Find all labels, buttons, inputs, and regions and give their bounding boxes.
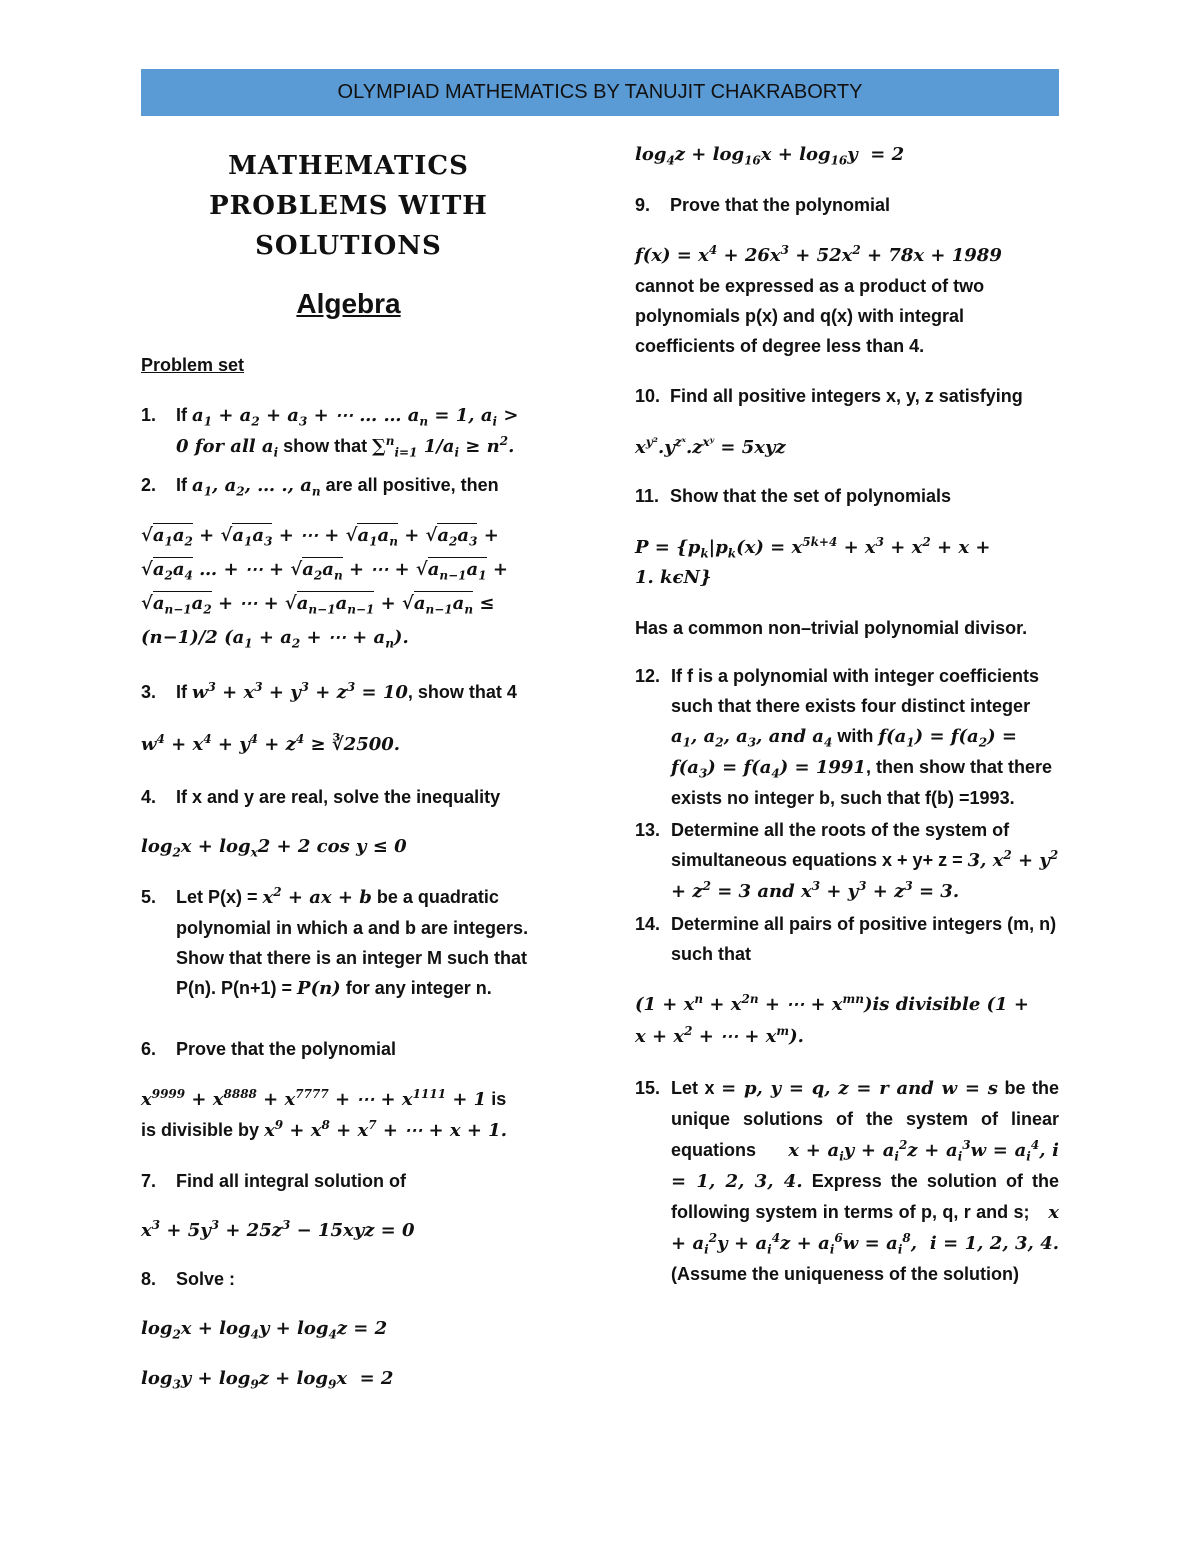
problem-7: 7. Find all integral solution of xyxy=(141,1171,406,1191)
problem-11: 11. Show that the set of polynomials xyxy=(635,486,952,506)
problem-15: 15. Let x = p, y = q, z = r and w = s be the unique solutions of the system of linear equations $x + a_iy + a_i^2z + a_i^3w = a_i^4$, i = 1, 2, 3, 4. Express the solution of the following system in terms of p, q, r and s; $x + a_i^2y + a_i^4z + a_i^6w = a_i^8$, i = 1, 2, 3, 4. (Assume the uniqueness of the solution) xyxy=(635,1078,1060,1284)
problem-7-expression: $x^3 + 5y^3 + 25z^3 - 15xyz = 0$ xyxy=(141,1218,415,1241)
problem-14-expression: ($1 + x^n + x^{2n}$ + ⋯ + $x^{mn})is$ divisible (1 + $x + x^2$ + ⋯ + $x^m$). xyxy=(635,992,1029,1047)
problem-8-equation-1: $\log_2x + \log_4y + \log_4z = 2$ xyxy=(141,1318,388,1342)
problem-8: 8. Solve : xyxy=(141,1269,236,1289)
problem-6-expression: $x^{9999} + x^{8888} + x^{7777}$ + ⋯ + $x^{1111} + 1$ is is divisible by $x^9 + x^8 + x^7$ + ⋯ + x + 1. xyxy=(141,1087,507,1141)
header-text: OLYMPIAD MATHEMATICS BY TANUJIT CHAKRABORTY xyxy=(337,81,863,103)
problem-4-expression: $\log_2x + \log_x2 + 2$ cos y ≤ 0 xyxy=(141,836,407,860)
problem-set-heading: Problem set xyxy=(141,355,245,375)
problem-12: 12. If f is a polynomial with integer coefficients such that there exists four distinct integer $a_1$, $a_2$, $a_3$, and $a_4$ with $f(a_1) = f(a_2) = f(a_3) = f(a_4) = 1991$, then show that there exists no integer b, such that f(b) =1993. xyxy=(635,666,1052,808)
problem-9: 9. Prove that the polynomial xyxy=(635,195,891,215)
problem-8-equation-2: $\log_3y + \log_9z + \log_9x = 2$ xyxy=(141,1368,394,1392)
problem-2-expression: $√a_1a_2 + √a_1a_3$ + ⋯ + $√a_1a_n + √a_2a_3$ + $√a_2a_4$ … + ⋯ + $√a_2a_n$ + ⋯ + $√a_{n-1}a_1$ + $√a_{n-1}a_2$ + ⋯ + $√a_{n-1}a_{n-1} + √a_{n-1}a_n$ ≤ (n−1)/2 ($a_1 + a_2$ + ⋯ + $a_n$). xyxy=(141,525,508,651)
problem-8-equation-3: $\log_4z + \log_{16}x + \log_{16}y = 2$ xyxy=(635,144,905,168)
document-header-bar xyxy=(141,69,1059,116)
document-title: MATHEMATICS PROBLEMS WITH SOLUTIONS xyxy=(209,151,488,261)
subject-heading: Algebra xyxy=(296,288,401,319)
problem-5: 5. Let $P(x) = x^2$ + ax + b be a quadratic polynomial in which a and b are integers. Show that there is an integer M such that P(n). P(n+1) = P(n) for any integer n. xyxy=(141,885,529,999)
right-column xyxy=(635,140,1059,1290)
problem-4: 4. If x and y are real, solve the inequality xyxy=(141,787,501,807)
problem-3-expression: $w^4 + x^4 + y^4 + z^4$ ≥ ∛2500. xyxy=(141,732,401,755)
left-column xyxy=(141,140,556,1394)
problem-11-expression: $P = \{p_k|p_k(x) = x^{5k+4} + x^3 + x^2 + x$ + 1. kϵN} xyxy=(635,535,991,588)
problem-14: 14. Determine all pairs of positive integers (m, n) such that xyxy=(635,914,1057,964)
problem-2: 2. If $a_1$, $a_2$, … ., $a_n$ are all positive, then xyxy=(141,475,499,499)
problem-13: 13. Determine all the roots of the system of simultaneous equations x + y+ z = 3, $x^2 + y^2 + z^2 = 3$ and $x^3 + y^3 + z^3 = 3$. xyxy=(635,820,1059,902)
problem-10: 10. Find all positive integers x, y, z satisfying xyxy=(635,386,1023,406)
problem-9-expression: $f(x) = x^4 + 26x^3 + 52x^2 + 78x + 1989$ cannot be expressed as a product of two polynomials p(x) and q(x) with integral coefficients of degree less than 4. xyxy=(635,243,1002,356)
problem-11-text: Has a common non–trivial polynomial divisor. xyxy=(635,618,1028,638)
problem-3: 3. If $w^3 + x^3 + y^3 + z^3 = 10$, show that 4 xyxy=(141,680,517,703)
problem-6: 6. Prove that the polynomial xyxy=(141,1039,397,1059)
problem-10-expression: $x^{y^2}.y^{zˣ}.z^{xʸ} = 5xyz$ xyxy=(635,435,786,458)
problem-1: 1. If $a_1 + a_2 + a_3$ + ⋯ … … $a_n = 1$, $a_i$ > 0 for all $a_i$ show that ∑$^n_{i=1}$ $1/a_i \ge n^2$. xyxy=(141,405,519,460)
